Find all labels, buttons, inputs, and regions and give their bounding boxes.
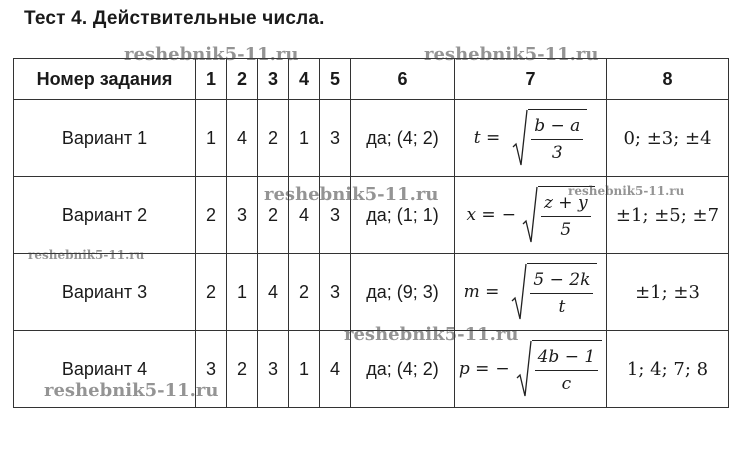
task-number-header: Номер задания <box>14 59 196 100</box>
table-row <box>14 254 729 331</box>
watermark: reshebnik5-11.ru <box>264 184 439 205</box>
formula-sign: − <box>495 359 510 379</box>
answer-cell: 3 <box>320 177 351 254</box>
answer-cell: 2 <box>227 331 258 408</box>
answer-cell-8: 0; ±3; ±4 <box>607 100 729 177</box>
col-header-6: 6 <box>351 59 455 100</box>
numerator: 4b − 1 <box>535 347 599 371</box>
answer-cell-8: 1; 4; 7; 8 <box>607 331 729 408</box>
formula-lhs: t = <box>473 128 501 148</box>
sqrt <box>522 186 595 244</box>
formula <box>466 186 594 244</box>
answer-cell: 1 <box>196 100 227 177</box>
col-header-1: 1 <box>196 59 227 100</box>
answer-cell-7 <box>455 331 607 408</box>
radical-sign <box>512 109 528 167</box>
header-row <box>14 59 729 100</box>
col-header-7: 7 <box>455 59 607 100</box>
answer-cell: 2 <box>289 254 320 331</box>
formula-lhs: p = <box>458 359 490 379</box>
answer-cell: 3 <box>320 100 351 177</box>
fraction <box>531 116 583 163</box>
answer-cell: 4 <box>289 177 320 254</box>
col-header-3: 3 <box>258 59 289 100</box>
answer-cell-7 <box>455 177 607 254</box>
answer-cell: 3 <box>227 177 258 254</box>
answer-cell: 3 <box>258 331 289 408</box>
variant-label: Вариант 2 <box>14 177 196 254</box>
answer-cell-6: да; (4; 2) <box>351 331 455 408</box>
answer-cell: 4 <box>227 100 258 177</box>
answer-cell: 2 <box>258 100 289 177</box>
answer-cell: 4 <box>320 331 351 408</box>
col-header-8: 8 <box>607 59 729 100</box>
answer-cell-6: да; (1; 1) <box>351 177 455 254</box>
variant-label: Вариант 4 <box>14 331 196 408</box>
variant-label: Вариант 1 <box>14 100 196 177</box>
answer-cell: 1 <box>289 100 320 177</box>
fraction <box>541 193 591 240</box>
table-row <box>14 331 729 408</box>
formula <box>464 263 598 321</box>
table-row <box>14 100 729 177</box>
answer-cell: 2 <box>258 177 289 254</box>
answer-cell-6: да; (4; 2) <box>351 100 455 177</box>
denominator: c <box>561 374 572 394</box>
formula <box>474 109 588 167</box>
formula-lhs: x = <box>466 205 496 225</box>
formula-lhs: m = <box>463 282 500 302</box>
answers-table <box>13 58 729 408</box>
fraction <box>535 347 599 394</box>
answer-cell: 4 <box>258 254 289 331</box>
radical-sign <box>522 186 538 244</box>
sqrt <box>512 109 587 167</box>
watermark: reshebnik5-11.ru <box>124 44 299 65</box>
col-header-4: 4 <box>289 59 320 100</box>
denominator: 5 <box>560 220 572 240</box>
denominator: t <box>558 297 566 317</box>
answer-cell: 3 <box>320 254 351 331</box>
fraction <box>530 270 593 317</box>
numerator: b − a <box>531 116 583 140</box>
answer-cell: 2 <box>196 254 227 331</box>
sqrt <box>511 263 597 321</box>
sqrt <box>516 340 603 398</box>
formula <box>459 340 602 398</box>
answer-cell: 1 <box>289 331 320 408</box>
answer-cell-8: ±1; ±3 <box>607 254 729 331</box>
watermark: reshebnik5-11.ru <box>424 44 599 65</box>
answer-cell-6: да; (9; 3) <box>351 254 455 331</box>
numerator: z + y <box>541 193 591 217</box>
table-row <box>14 177 729 254</box>
variant-label: Вариант 3 <box>14 254 196 331</box>
formula-sign: − <box>501 205 516 225</box>
numerator: 5 − 2k <box>530 270 593 294</box>
watermark: reshebnik5-11.ru <box>344 324 519 345</box>
answer-cell-8: ±1; ±5; ±7 <box>607 177 729 254</box>
page-title: Тест 4. Действительные числа. <box>24 8 325 29</box>
col-header-5: 5 <box>320 59 351 100</box>
watermark: reshebnik5-11.ru <box>568 184 685 198</box>
answer-cell: 1 <box>227 254 258 331</box>
answer-cell-7 <box>455 100 607 177</box>
answer-cell: 2 <box>196 177 227 254</box>
denominator: 3 <box>551 143 563 163</box>
watermark: reshebnik5-11.ru <box>28 248 145 262</box>
answer-cell-7 <box>455 254 607 331</box>
radical-sign <box>511 263 527 321</box>
watermark: reshebnik5-11.ru <box>44 380 219 401</box>
radical-sign <box>516 340 532 398</box>
answer-cell: 3 <box>196 331 227 408</box>
col-header-2: 2 <box>227 59 258 100</box>
